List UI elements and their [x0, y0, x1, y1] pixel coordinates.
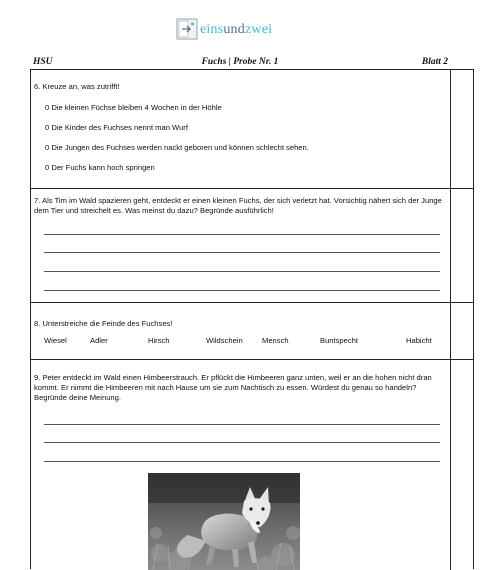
word-option[interactable]: Wiesel	[44, 336, 67, 345]
task-6-option-3[interactable]: 0 Die Jungen des Fuchses werden nackt geboren und können schlecht sehen.	[45, 143, 309, 152]
score-column-divider	[450, 70, 451, 570]
fox-photo	[148, 473, 300, 570]
word-option[interactable]: Mensch	[262, 336, 289, 345]
score-cell-divider	[451, 359, 474, 360]
answer-line[interactable]	[44, 252, 440, 253]
score-cell-divider	[451, 188, 474, 189]
sheet-number: Blatt 2	[421, 57, 448, 67]
task-8-question: 8. Unterstreiche die Feinde des Fuchses!	[34, 319, 173, 328]
answer-line[interactable]	[44, 290, 440, 291]
word-option[interactable]: Wildschein	[206, 336, 243, 345]
logo-text-zwei: zwei	[244, 22, 273, 37]
logo-wordmark	[200, 22, 272, 38]
answer-line[interactable]	[44, 461, 440, 462]
task-9-question: 9. Peter entdeckt im Wald einen Himbeerstrauch. Er pflückt die Himbeeren ganz unten, weil er an die hohen nicht dran kommt. Er nimmt die Himbeeren mit nach Hause um sie zum Nachtisch zu essen. Würdest du genau so handeln? Begründe deine Meinung.	[34, 373, 432, 402]
task-6-option-2[interactable]: 0 Die Kinder des Fuchses nennt man Wurf	[45, 123, 188, 132]
sheet-title: Fuchs | Probe Nr. 1	[201, 57, 279, 67]
logo-text-und: und	[223, 22, 245, 37]
score-cell-divider	[451, 302, 474, 303]
section-divider	[31, 359, 450, 360]
section-divider	[31, 302, 450, 303]
word-option[interactable]: Hirsch	[148, 336, 170, 345]
word-option[interactable]: Habicht	[406, 336, 432, 345]
answer-line[interactable]	[44, 234, 440, 235]
task-6-option-1[interactable]: 0 Die kleinen Füchse bleiben 4 Wochen in der Höhle	[45, 103, 222, 112]
brand-logo	[0, 18, 480, 46]
logo-icon	[176, 18, 198, 40]
worksheet-frame	[30, 69, 474, 569]
answer-line[interactable]	[44, 442, 440, 443]
task-7-question: 7. Als Tim im Wald spazieren geht, entdeckt er einen kleinen Fuchs, der sich verletzt hat. Vorsichtig nähert sich der Junge dem Tier und streichelt es. Was meinst du dazu? Begründe ausführlich!	[34, 196, 442, 215]
answer-line[interactable]	[44, 424, 440, 425]
section-divider	[31, 188, 450, 189]
task-6-option-4[interactable]: 0 Der Fuchs kann hoch springen	[45, 163, 155, 172]
task-6-question: 6. Kreuze an, was zutrifft!	[34, 82, 120, 91]
word-option[interactable]: Buntspecht	[320, 336, 358, 345]
subject-label: HSU	[33, 57, 53, 67]
word-option[interactable]: Adler	[90, 336, 108, 345]
sheet-header	[30, 55, 450, 69]
logo-text-eins: eins	[200, 22, 224, 37]
answer-line[interactable]	[44, 271, 440, 272]
